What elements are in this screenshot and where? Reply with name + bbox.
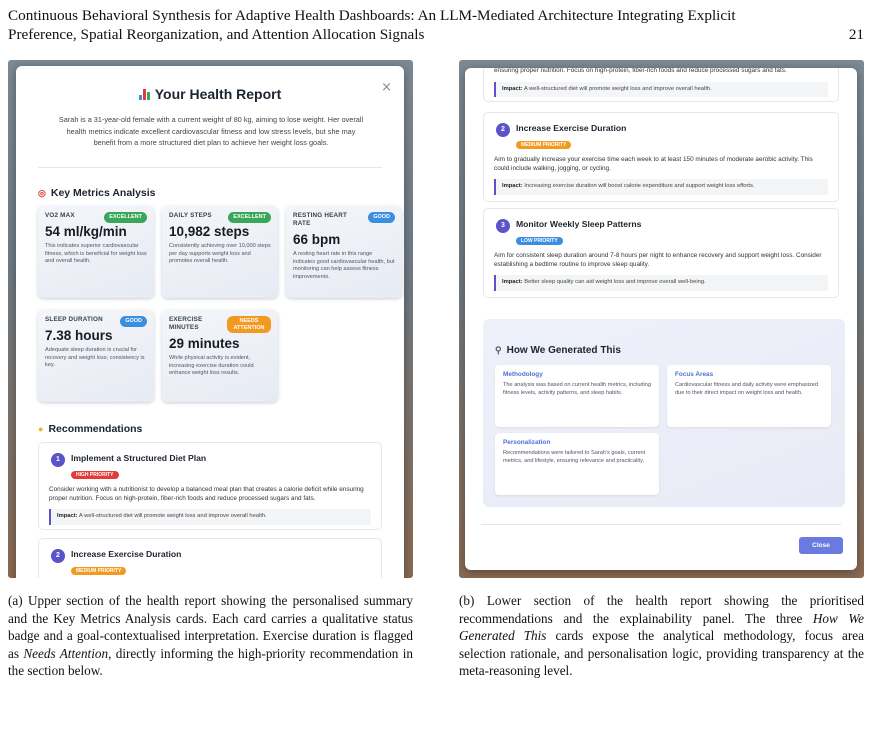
recommendation-card-2 bbox=[483, 112, 839, 202]
metric-card-resting-heart-rate bbox=[286, 206, 402, 298]
metric-description: While physical activity is evident, increasing exercise duration could enhance weight loss results. bbox=[169, 355, 254, 377]
metric-card-sleep-duration bbox=[38, 310, 154, 402]
metric-label: VO2 MAX bbox=[45, 212, 75, 219]
health-report-modal-upper bbox=[16, 66, 404, 578]
rec-title: Increase Exercise Duration bbox=[516, 123, 627, 133]
metric-label: RESTING HEART RATE bbox=[293, 212, 348, 227]
divider bbox=[481, 524, 841, 525]
caption-a-text-1: (a) Upper section of the health report showing the personalised summary and the Key Metrics Analysis cards. Each card carries a qualitative status badge and a goal-contextualised interpretation. Exercise duration is flagged as bbox=[8, 593, 413, 661]
generated-section-title bbox=[495, 345, 621, 356]
metric-card-exercise-minutes bbox=[162, 310, 278, 402]
lightbulb-icon: ● bbox=[38, 424, 44, 434]
generated-card-methodology bbox=[495, 365, 659, 427]
metric-value: 29 minutes bbox=[169, 336, 240, 351]
rec-text: Aim for consistent sleep duration around 7-8 hours per night to enhance recovery and support weight loss. Consider establishing a bedtime routine to improve sleep quality. bbox=[494, 252, 822, 268]
impact-text: A well-structured diet will promote weight loss and improve overall health. bbox=[78, 513, 267, 519]
metric-description: Consistently achieving over 10,000 steps per day supports weight loss and promotes overall health. bbox=[169, 243, 271, 265]
card-label: Personalization bbox=[503, 439, 551, 446]
figure-a-screenshot bbox=[8, 60, 413, 578]
rec-impact bbox=[494, 275, 828, 291]
target-icon: ◎ bbox=[38, 188, 46, 198]
metric-card-vo2max bbox=[38, 206, 154, 298]
metric-value: 7.38 hours bbox=[45, 328, 113, 343]
rec-text: Aim to gradually increase your exercise time each week to at least 150 minutes of moderate aerobic activity. This could include walking, jogging, or cycling. bbox=[494, 156, 813, 172]
status-badge: NEEDS ATTENTION bbox=[227, 316, 271, 333]
recommendations-section-title bbox=[38, 423, 142, 435]
metric-card-daily-steps bbox=[162, 206, 278, 298]
rec-text: Consider working with a nutritionist to develop a balanced meal plan that creates a calorie deficit while ensuring proper nutrition. Focus on high-protein, fiber-rich foods and reduce processed sugars and fats. bbox=[49, 486, 364, 502]
caption-b-emphasis: How We Generated This bbox=[459, 610, 865, 643]
recommendation-card-3 bbox=[483, 208, 839, 298]
report-title bbox=[16, 86, 404, 102]
status-badge: GOOD bbox=[368, 212, 395, 223]
impact-text: A well-structured diet will promote weight loss and improve overall health. bbox=[523, 85, 712, 92]
caption-b-text-1: (b) Lower section of the health report showing the prioritised recommendations and the explainability panel. The three bbox=[459, 593, 864, 626]
card-text: Recommendations were tailored to Sarah's goals, current metrics, and lifestyle, ensuring relevance and practicality. bbox=[503, 450, 646, 464]
rec-text: ensuring proper nutrition. Focus on high-protein, fiber-rich foods and reduce processed sugars and fats. bbox=[494, 68, 787, 74]
rec-title: Monitor Weekly Sleep Patterns bbox=[516, 219, 642, 229]
recommendations-title-text: Recommendations bbox=[48, 423, 143, 435]
rec-number: 1 bbox=[51, 453, 65, 467]
impact-label: Impact: bbox=[502, 279, 523, 285]
close-button[interactable]: Close bbox=[799, 537, 843, 554]
metric-label: SLEEP DURATION bbox=[45, 316, 103, 323]
impact-label: Impact: bbox=[502, 183, 523, 189]
metric-description: A resting heart rate in this range indicates good cardiovascular health, but monitoring can help assess fitness improvements. bbox=[293, 251, 395, 280]
metric-label: EXERCISE MINUTES bbox=[169, 316, 203, 331]
priority-badge: HIGH PRIORITY bbox=[71, 471, 119, 479]
magnifier-icon: ⚲ bbox=[495, 345, 502, 355]
divider bbox=[38, 167, 382, 168]
generated-card-personalization bbox=[495, 433, 659, 495]
rec-impact bbox=[494, 179, 828, 195]
status-badge: EXCELLENT bbox=[228, 212, 271, 223]
caption-a-text-2: , directly informing the high-priority recommendation in the section below. bbox=[8, 645, 413, 678]
metric-value: 66 bpm bbox=[293, 232, 341, 247]
impact-label: Impact: bbox=[502, 85, 523, 92]
metrics-section-title bbox=[38, 187, 156, 199]
impact-label: Impact: bbox=[57, 513, 78, 519]
rec-impact bbox=[49, 509, 371, 525]
recommendation-card-2 bbox=[38, 538, 382, 578]
rec-title: Implement a Structured Diet Plan bbox=[71, 453, 207, 463]
caption-b-text-2: cards expose the analytical methodology, focus area selection rationale, and personalisation logic, providing transparency at the meta-reasoning level. bbox=[459, 628, 864, 678]
generated-card-focus-areas bbox=[667, 365, 831, 427]
rec-impact bbox=[494, 82, 828, 98]
card-label: Focus Areas bbox=[675, 371, 714, 378]
card-label: Methodology bbox=[503, 371, 543, 378]
impact-text: Better sleep quality can aid weight loss and improve overall well-being. bbox=[524, 279, 706, 285]
status-badge: GOOD bbox=[120, 316, 147, 327]
rec-title: Increase Exercise Duration bbox=[71, 549, 182, 559]
rec-number: 3 bbox=[496, 219, 510, 233]
metric-description: Adequate sleep duration is crucial for recovery and weight loss; consistency is key. bbox=[45, 347, 145, 369]
generated-title-text: How We Generated This bbox=[506, 345, 621, 356]
header-title-line1: Continuous Behavioral Synthesis for Adaptive Health Dashboards: An LLM-Mediated Architecture Integrating Explicit bbox=[8, 7, 736, 24]
report-title-text: Your Health Report bbox=[154, 86, 282, 102]
metric-value: 10,982 steps bbox=[169, 224, 250, 239]
bar-chart-icon bbox=[139, 89, 150, 100]
impact-text: Increasing exercise duration will boost calorie expenditure and support weight loss efforts. bbox=[524, 183, 755, 189]
header-title-line2: Preference, Spatial Reorganization, and Attention Allocation Signals bbox=[8, 26, 425, 43]
close-icon[interactable]: × bbox=[381, 80, 392, 95]
status-badge: EXCELLENT bbox=[104, 212, 147, 223]
priority-badge: MEDIUM PRIORITY bbox=[71, 567, 126, 575]
running-header bbox=[8, 6, 864, 44]
report-summary: Sarah is a 31-year-old female with a current weight of 80 kg, aiming to lose weight. Her overall health metrics indicate excellent cardiovascular fitness and low stress levels, but she may benefit from a more structured diet plan to achieve her weight loss goals. bbox=[58, 115, 364, 147]
recommendation-card-1 bbox=[38, 442, 382, 530]
page-number: 21 bbox=[848, 26, 864, 43]
metric-label: DAILY STEPS bbox=[169, 212, 212, 219]
card-text: The analysis was based on current health metrics, including fitness levels, activity patterns, and sleep habits. bbox=[503, 382, 651, 396]
metrics-title-text: Key Metrics Analysis bbox=[50, 187, 156, 199]
health-report-modal-lower bbox=[465, 68, 857, 570]
recommendation-card-1-tail bbox=[483, 68, 839, 102]
caption-a-emphasis: Needs Attention bbox=[23, 645, 109, 661]
rec-number: 2 bbox=[51, 549, 65, 563]
caption-b bbox=[459, 592, 864, 680]
metric-value: 54 ml/kg/min bbox=[45, 224, 127, 239]
how-we-generated-panel bbox=[483, 319, 845, 507]
caption-a bbox=[8, 592, 413, 680]
card-text: Cardiovascular fitness and daily activity were emphasized due to their direct impact on weight loss and health. bbox=[675, 382, 819, 396]
metric-description: This indicates superior cardiovascular fitness, which is beneficial for weight loss and overall health. bbox=[45, 243, 147, 265]
figure-b-screenshot bbox=[459, 60, 864, 578]
priority-badge: MEDIUM PRIORITY bbox=[516, 141, 571, 149]
priority-badge: LOW PRIORITY bbox=[516, 237, 563, 245]
rec-number: 2 bbox=[496, 123, 510, 137]
